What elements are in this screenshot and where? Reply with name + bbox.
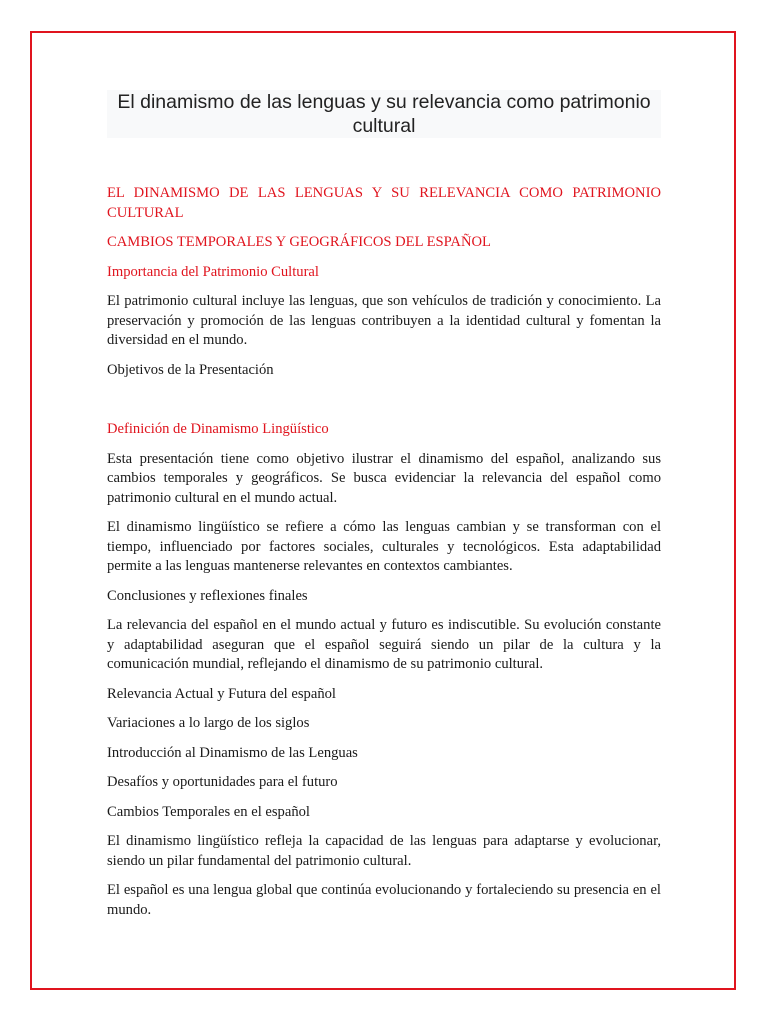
paragraph-cambios-label: Cambios Temporales en el español bbox=[107, 803, 310, 820]
paragraph-dinamismo: El dinamismo lingüístico se refiere a cómo las lenguas cambian y se transforman con el tiempo, influenciado por factores sociales, culturales y tecnológicos. Esta adaptabilidad permite a las lenguas mantenerse relevantes en contextos cambiantes. bbox=[107, 519, 661, 574]
paragraph-introduccion-label: Introducción al Dinamismo de las Lenguas bbox=[107, 744, 358, 761]
paragraph-conclusiones-label: Conclusiones y reflexiones finales bbox=[107, 587, 308, 604]
paragraph-global: El español es una lengua global que continúa evolucionando y fortaleciendo su presencia en el mundo. bbox=[107, 882, 661, 918]
paragraph-patrimonio: El patrimonio cultural incluye las lenguas, que son vehículos de tradición y conocimiento. La preservación y promoción de las lenguas contribuyen a la identidad cultural y fomentan la diversidad en el mundo. bbox=[107, 293, 661, 348]
paragraph-relevancia: La relevancia del español en el mundo actual y futuro es indiscutible. Su evolución constante y adaptabilidad aseguran que el español seguirá siendo un pilar de la cultura y la comunicación mundial, reflejando el dinamismo de su patrimonio cultural. bbox=[107, 617, 661, 672]
heading-main: EL DINAMISMO DE LAS LENGUAS Y SU RELEVANCIA COMO PATRIMONIO CULTURAL bbox=[107, 185, 661, 221]
document-title: El dinamismo de las lenguas y su relevancia como patrimonio cultural bbox=[107, 90, 661, 138]
document-body bbox=[107, 184, 661, 930]
paragraph-relevancia-label: Relevancia Actual y Futura del español bbox=[107, 685, 336, 702]
paragraph-objetivo: Esta presentación tiene como objetivo ilustrar el dinamismo del español, analizando sus cambios temporales y geográficos. Se busca evidenciar la relevancia del español como patrimonio cultural en el mundo actual. bbox=[107, 450, 661, 506]
paragraph-desafios-label: Desafíos y oportunidades para el futuro bbox=[107, 774, 338, 790]
blank-space bbox=[107, 390, 661, 420]
heading-cambios: CAMBIOS TEMPORALES Y GEOGRÁFICOS DEL ESPAÑOL bbox=[107, 234, 491, 250]
paragraph-variaciones-label: Variaciones a lo largo de los siglos bbox=[107, 715, 310, 731]
paragraph-objetivos-label: Objetivos de la Presentación bbox=[107, 361, 274, 378]
heading-importancia: Importancia del Patrimonio Cultural bbox=[107, 263, 319, 280]
heading-definicion: Definición de Dinamismo Lingüístico bbox=[107, 421, 329, 437]
paragraph-reflejo: El dinamismo lingüístico refleja la capacidad de las lenguas para adaptarse y evolucionar, siendo un pilar fundamental del patrimonio cultural. bbox=[107, 833, 661, 869]
